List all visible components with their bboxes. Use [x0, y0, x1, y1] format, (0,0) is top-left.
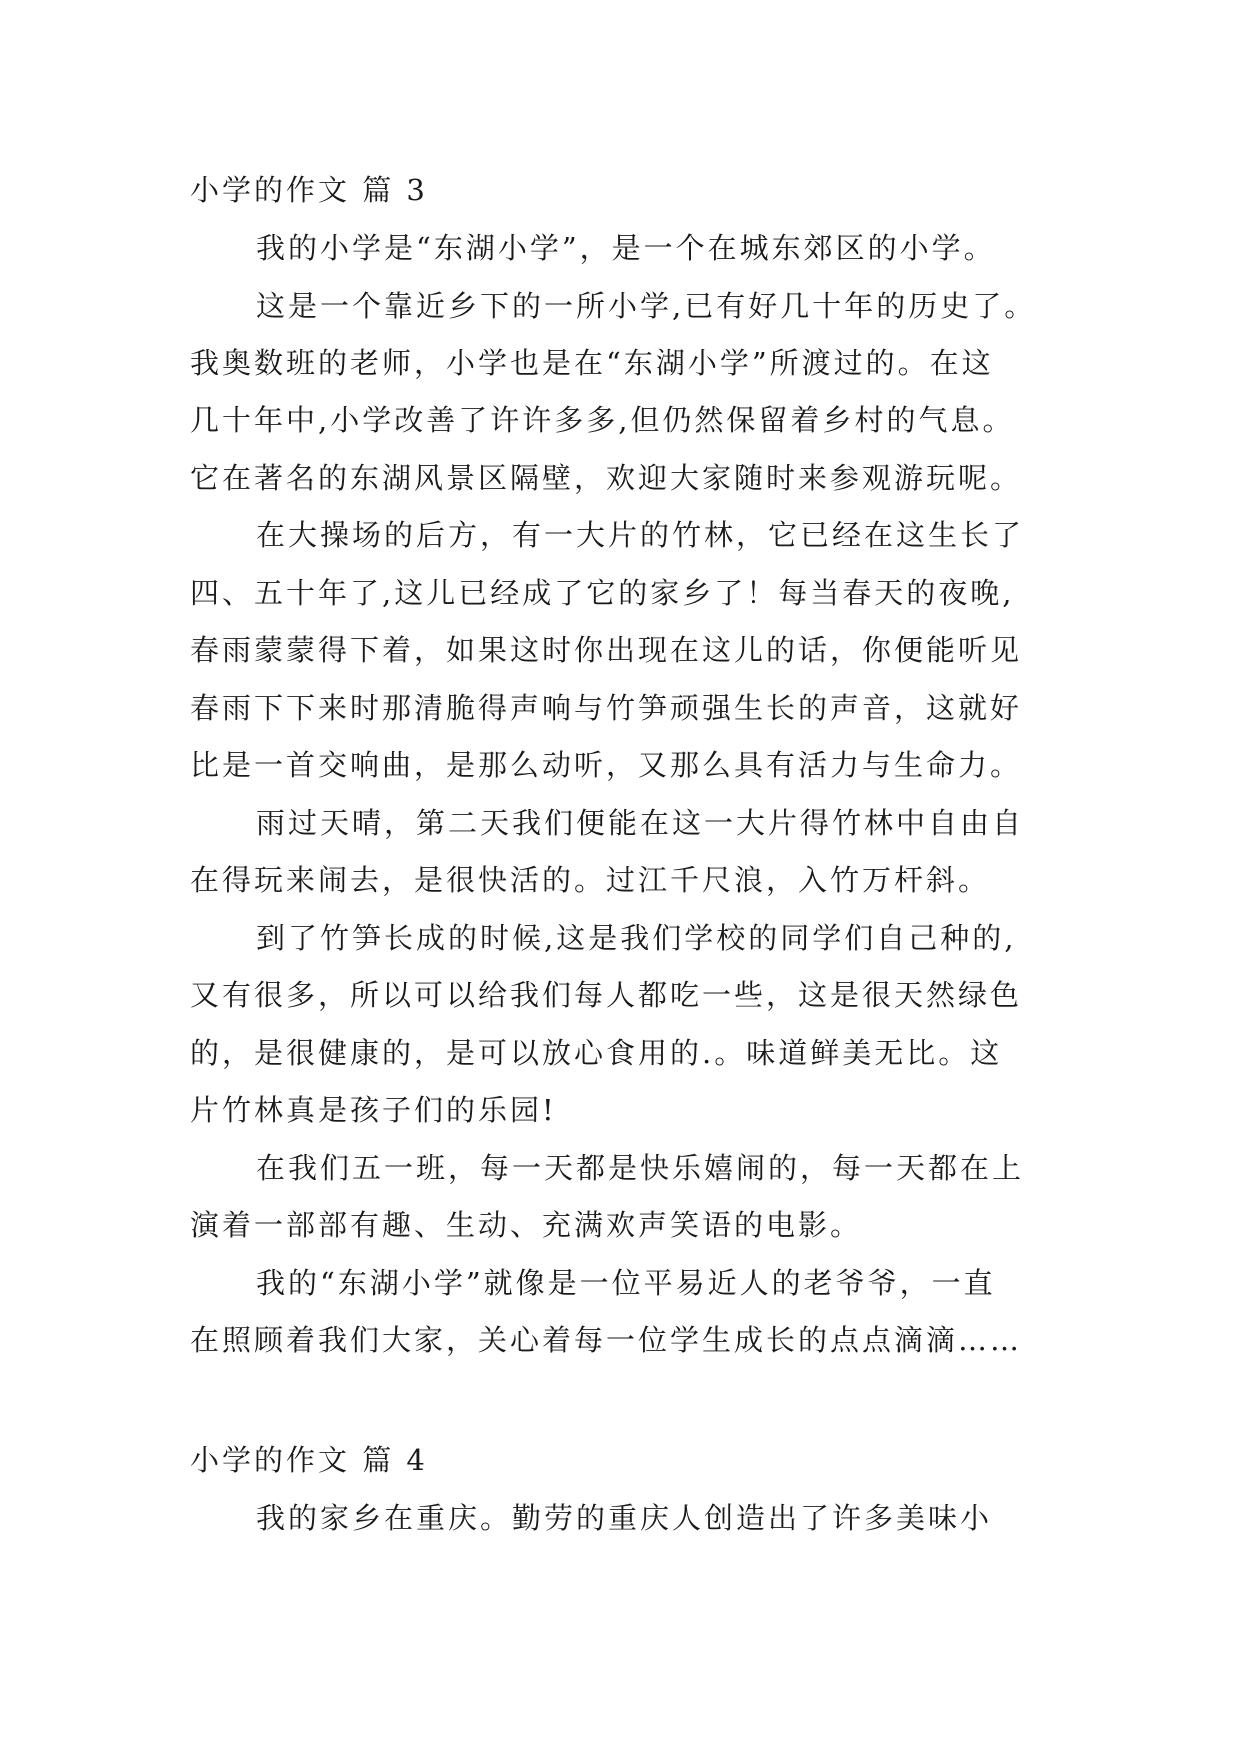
paragraph-line: 我的家乡在重庆。勤劳的重庆人创造出了许多美味小 — [256, 1501, 993, 1535]
paragraph-line: 我的“东湖小学”就像是一位平易近人的老爷爷，一直 — [256, 1266, 996, 1300]
paragraph-line: 在得玩来闹去，是很快活的。过江千尺浪，入竹万杆斜。 — [190, 863, 991, 897]
section-heading: 小学的作文 篇 3 — [190, 173, 428, 207]
paragraph-line: 在照顾着我们大家，关心着每一位学生成长的点点滴滴…… — [190, 1323, 1023, 1357]
paragraph-line: 比是一首交响曲，是那么动听，又那么具有活力与生命力。 — [190, 748, 1023, 782]
paragraph-line: 春雨下下来时那清脆得声响与竹笋顽强生长的声音，这就好 — [190, 691, 1023, 725]
paragraph-line: 几十年中,小学改善了许许多多,但仍然保留着乡村的气息。 — [190, 403, 1015, 437]
paragraph-line: 又有很多，所以可以给我们每人都吃一些，这是很天然绿色 — [190, 978, 1023, 1012]
paragraph-line: 我的小学是“东湖小学”，是一个在城东郊区的小学。 — [256, 231, 996, 265]
paragraph-line: 春雨蒙蒙得下着，如果这时你出现在这儿的话，你便能听见 — [190, 633, 1023, 667]
paragraph-line: 在大操场的后方，有一大片的竹林，它已经在这生长了 — [256, 518, 1025, 552]
paragraph-line: 的，是很健康的，是可以放心食用的.。味道鲜美无比。这 — [190, 1036, 1003, 1070]
paragraph-line: 它在著名的东湖风景区隔壁，欢迎大家随时来参观游玩呢。 — [190, 461, 1023, 495]
paragraph-line: 片竹林真是孩子们的乐园! — [190, 1093, 557, 1127]
paragraph-line: 四、五十年了,这儿已经成了它的家乡了！每当春天的夜晚, — [190, 576, 1015, 610]
paragraph-line: 我奥数班的老师，小学也是在“东湖小学”所渡过的。在这 — [190, 346, 994, 380]
paragraph-line: 到了竹笋长成的时候,这是我们学校的同学们自己种的, — [256, 921, 1017, 955]
paragraph-line: 演着一部部有趣、生动、充满欢声笑语的电影。 — [190, 1208, 863, 1242]
paragraph-line: 在我们五一班，每一天都是快乐嬉闹的，每一天都在上 — [256, 1151, 1025, 1185]
section-heading: 小学的作文 篇 4 — [190, 1443, 428, 1477]
paragraph-line: 雨过天晴，第二天我们便能在这一大片得竹林中自由自 — [256, 806, 1025, 840]
paragraph-line: 这是一个靠近乡下的一所小学,已有好几十年的历史了。 — [256, 289, 1037, 323]
